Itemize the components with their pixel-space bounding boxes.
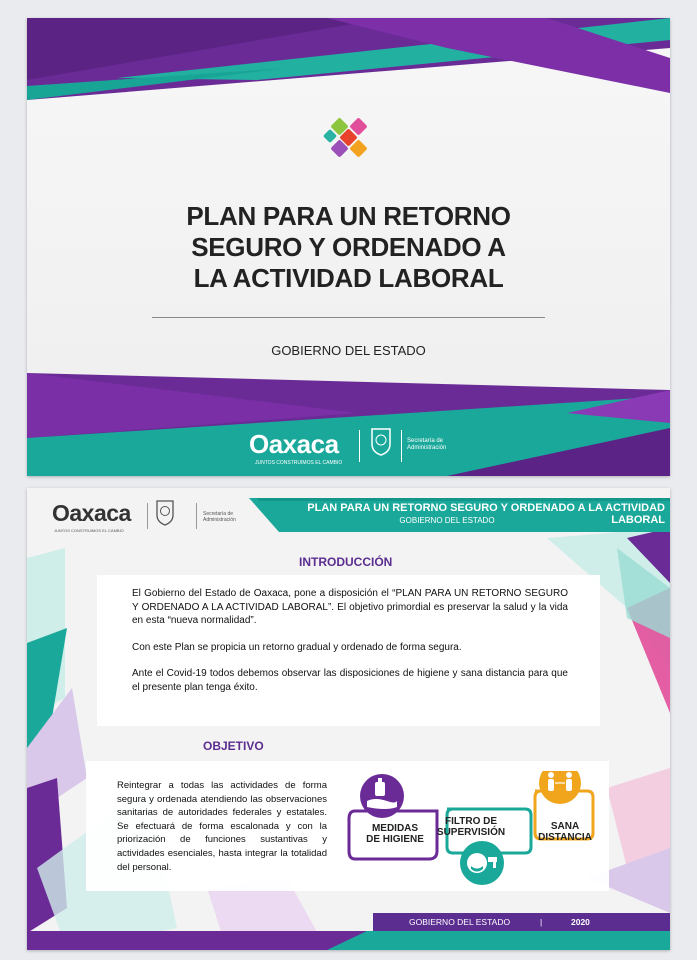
secretaria-label [407, 438, 446, 452]
header-title: PLAN PARA UN RETORNO SEGURO Y ORDENADO A LA ACTIVIDAD LABORAL [307, 502, 665, 526]
oaxaca-logo: Oaxaca [52, 500, 131, 526]
secretaria-line-1: Secretaría de [407, 438, 444, 444]
cover-title-line-1: PLAN PARA UN RETORNO [186, 201, 511, 231]
objective-text: Reintegrar a todas las actividades de forma segura y ordenada atendiendo las observaciones sanitarias de autoridades federales y estatales. Se efectuará de forma escalonada y con la priorización de funciones sustantivas y actividades esenciales, hasta integrar la totalidad del personal. [117, 780, 327, 873]
secretaria-line-1: Secretaría de [203, 511, 234, 517]
logo-separator [359, 430, 360, 462]
footer-band [27, 931, 670, 950]
title-divider [152, 317, 545, 318]
badge-supervision-line-1: FILTRO DE [444, 816, 498, 827]
intro-text [132, 587, 568, 707]
badge-hygiene-label [349, 823, 441, 845]
intro-heading: INTRODUCCIÓN [299, 555, 393, 569]
secretaria-line-2: Administración [407, 445, 447, 451]
badge-hygiene-line-2: DE HIGIENE [366, 834, 424, 845]
badge-distance-line-2: DISTANCIA [538, 832, 592, 843]
oaxaca-logo: Oaxaca [249, 429, 339, 459]
cover-title [27, 201, 670, 294]
badge-distance-label [535, 821, 595, 843]
logo-separator [401, 430, 402, 462]
badge-supervision-label [429, 816, 513, 838]
cover-title-line-3: LA ACTIVIDAD LABORAL [193, 263, 504, 293]
state-seal-icon [369, 426, 393, 456]
badge-hygiene-line-1: MEDIDAS [371, 823, 419, 834]
footer-text: GOBIERNO DEL ESTADO [409, 917, 511, 927]
oaxaca-emblem-icon [323, 118, 375, 168]
objective-heading: OBJETIVO [203, 739, 264, 753]
footer-year: 2020 [571, 917, 590, 927]
secretaria-line-2: Administración [203, 517, 236, 523]
cover-title-line-2: SEGURO Y ORDENADO A [191, 232, 506, 262]
state-seal-icon [154, 498, 176, 526]
intro-paragraph-2: Con este Plan se propicia un retorno gradual y ordenado de forma segura. [132, 641, 462, 653]
logo-separator [196, 503, 197, 529]
badge-distance-line-1: SANA [550, 821, 580, 832]
oaxaca-logo-tagline: JUNTOS CONSTRUIMOS EL CAMBIO [255, 460, 343, 466]
footer-separator: | [540, 917, 543, 927]
badge-supervision-line-2: SUPERVISIÓN [436, 827, 506, 838]
oaxaca-logo-tagline: JUNTOS CONSTRUIMOS EL CAMBIO [54, 528, 124, 533]
secretaria-label [203, 511, 236, 523]
logo-separator [147, 503, 148, 529]
intro-paragraph-3: Ante el Covid-19 todos debemos observar las disposiciones de higiene y sana distancia para que el presente plan tenga éxito. [132, 668, 568, 693]
cover-subtitle: GOBIERNO DEL ESTADO [271, 343, 426, 358]
cover-slide [27, 18, 670, 476]
intro-slide [27, 488, 670, 950]
header-subtitle: GOBIERNO DEL ESTADO [399, 516, 495, 525]
intro-paragraph-1: El Gobierno del Estado de Oaxaca, pone a disposición el “PLAN PARA UN RETORNO SEGURO Y ORDENADO A LA ACTIVIDAD LABORAL”. El objetivo primordial es preservar la salud y la vida en esta “nueva normalidad”. [132, 588, 568, 626]
